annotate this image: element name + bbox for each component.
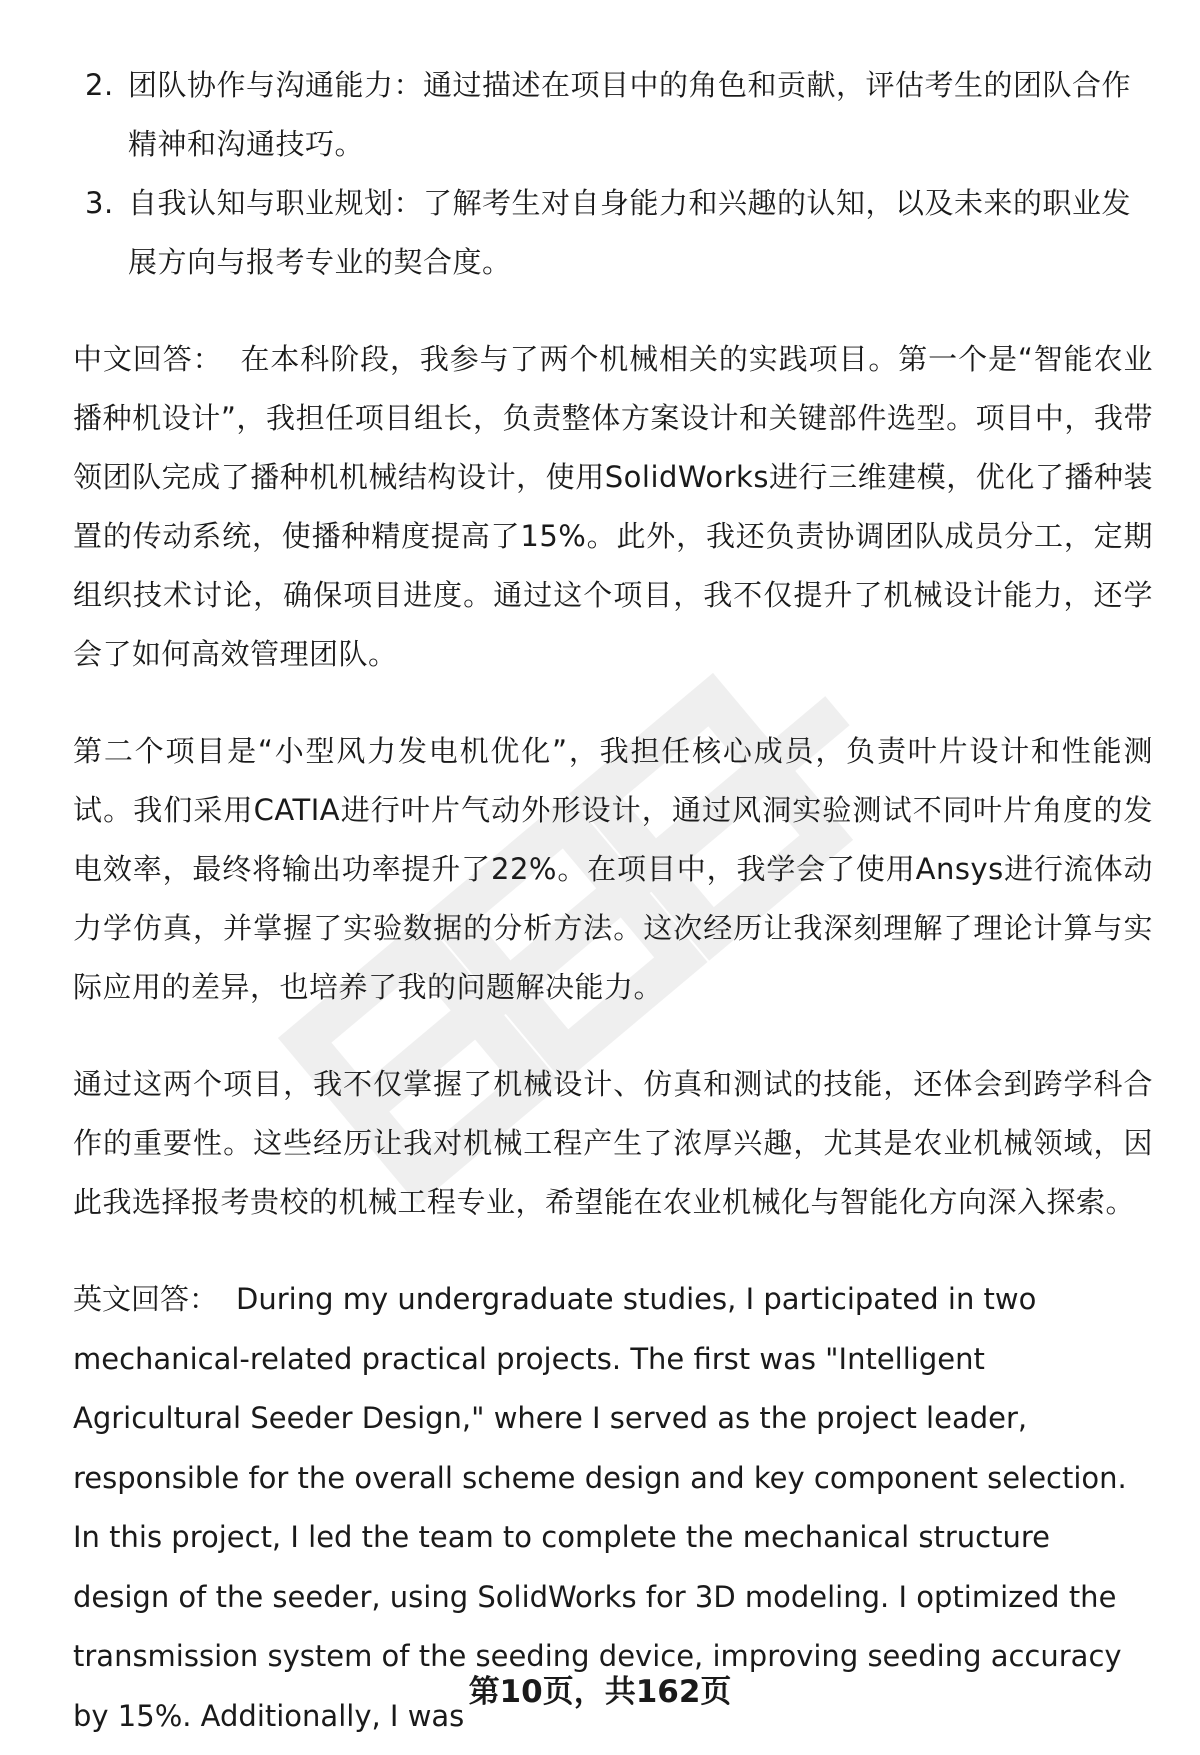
chinese-answer-label: 中文回答： [73, 342, 223, 376]
criteria-text: 团队协作与沟通能力：通过描述在项目中的角色和贡献，评估考生的团队合作精神和沟通技巧。 [128, 68, 1132, 161]
chinese-answer-paragraph: 通过这两个项目，我不仅掌握了机械设计、仿真和测试的技能，还体会到跨学科合作的重要性。这些经历让我对机械工程产生了浓厚兴趣，尤其是农业机械领域，因此我选择报考贵校的机械工程专业，希望能在农业机械化与智能化方向深入探索。 [73, 1067, 1153, 1219]
criteria-number: 3. [85, 186, 114, 220]
criteria-number: 2. [85, 68, 114, 102]
criteria-text: 自我认知与职业规划：了解考生对自身能力和兴趣的认知，以及未来的职业发展方向与报考专业的契合度。 [128, 186, 1132, 279]
criteria-list [73, 56, 1153, 292]
criteria-item [73, 174, 1153, 292]
english-answer-text: During my undergraduate studies, I participated in two mechanical-related practical projects. The first was "Intelligent Agricultural Seeder Design," where I served as the project leader, responsible for the overall scheme design and key component selection. In this project, I led the team to complete the mechanical structure design of the seeder, using SolidWorks for 3D modeling. I optimized the transmission system of the seeding device, improving seeding accuracy by 15%. Additionally, I was [73, 1282, 1127, 1733]
criteria-item [73, 56, 1153, 174]
chinese-answer-paragraph: 第二个项目是“小型风力发电机优化”，我担任核心成员，负责叶片设计和性能测试。我们采用CATIA进行叶片气动外形设计，通过风洞实验测试不同叶片角度的发电效率，最终将输出功率提升了22%。在项目中，我学会了使用Ansys进行流体动力学仿真，并掌握了实验数据的分析方法。这次经历让我深刻理解了理论计算与实际应用的差异，也培养了我的问题解决能力。 [73, 734, 1153, 1004]
page-number-footer: 第10页，共162页 [468, 1674, 732, 1710]
chinese-answer-paragraph [73, 330, 1153, 684]
page-content [73, 56, 1153, 1746]
chinese-answer-text: 在本科阶段，我参与了两个机械相关的实践项目。第一个是“智能农业播种机设计”，我担任项目组长，负责整体方案设计和关键部件选型。项目中，我带领团队完成了播种机机械结构设计，使用SolidWorks进行三维建模，优化了播种装置的传动系统，使播种精度提高了15%。此外，我还负责协调团队成员分工，定期组织技术讨论，确保项目进度。通过这个项目，我不仅提升了机械设计能力，还学会了如何高效管理团队。 [73, 342, 1153, 671]
english-answer-label: 英文回答： [73, 1282, 219, 1316]
